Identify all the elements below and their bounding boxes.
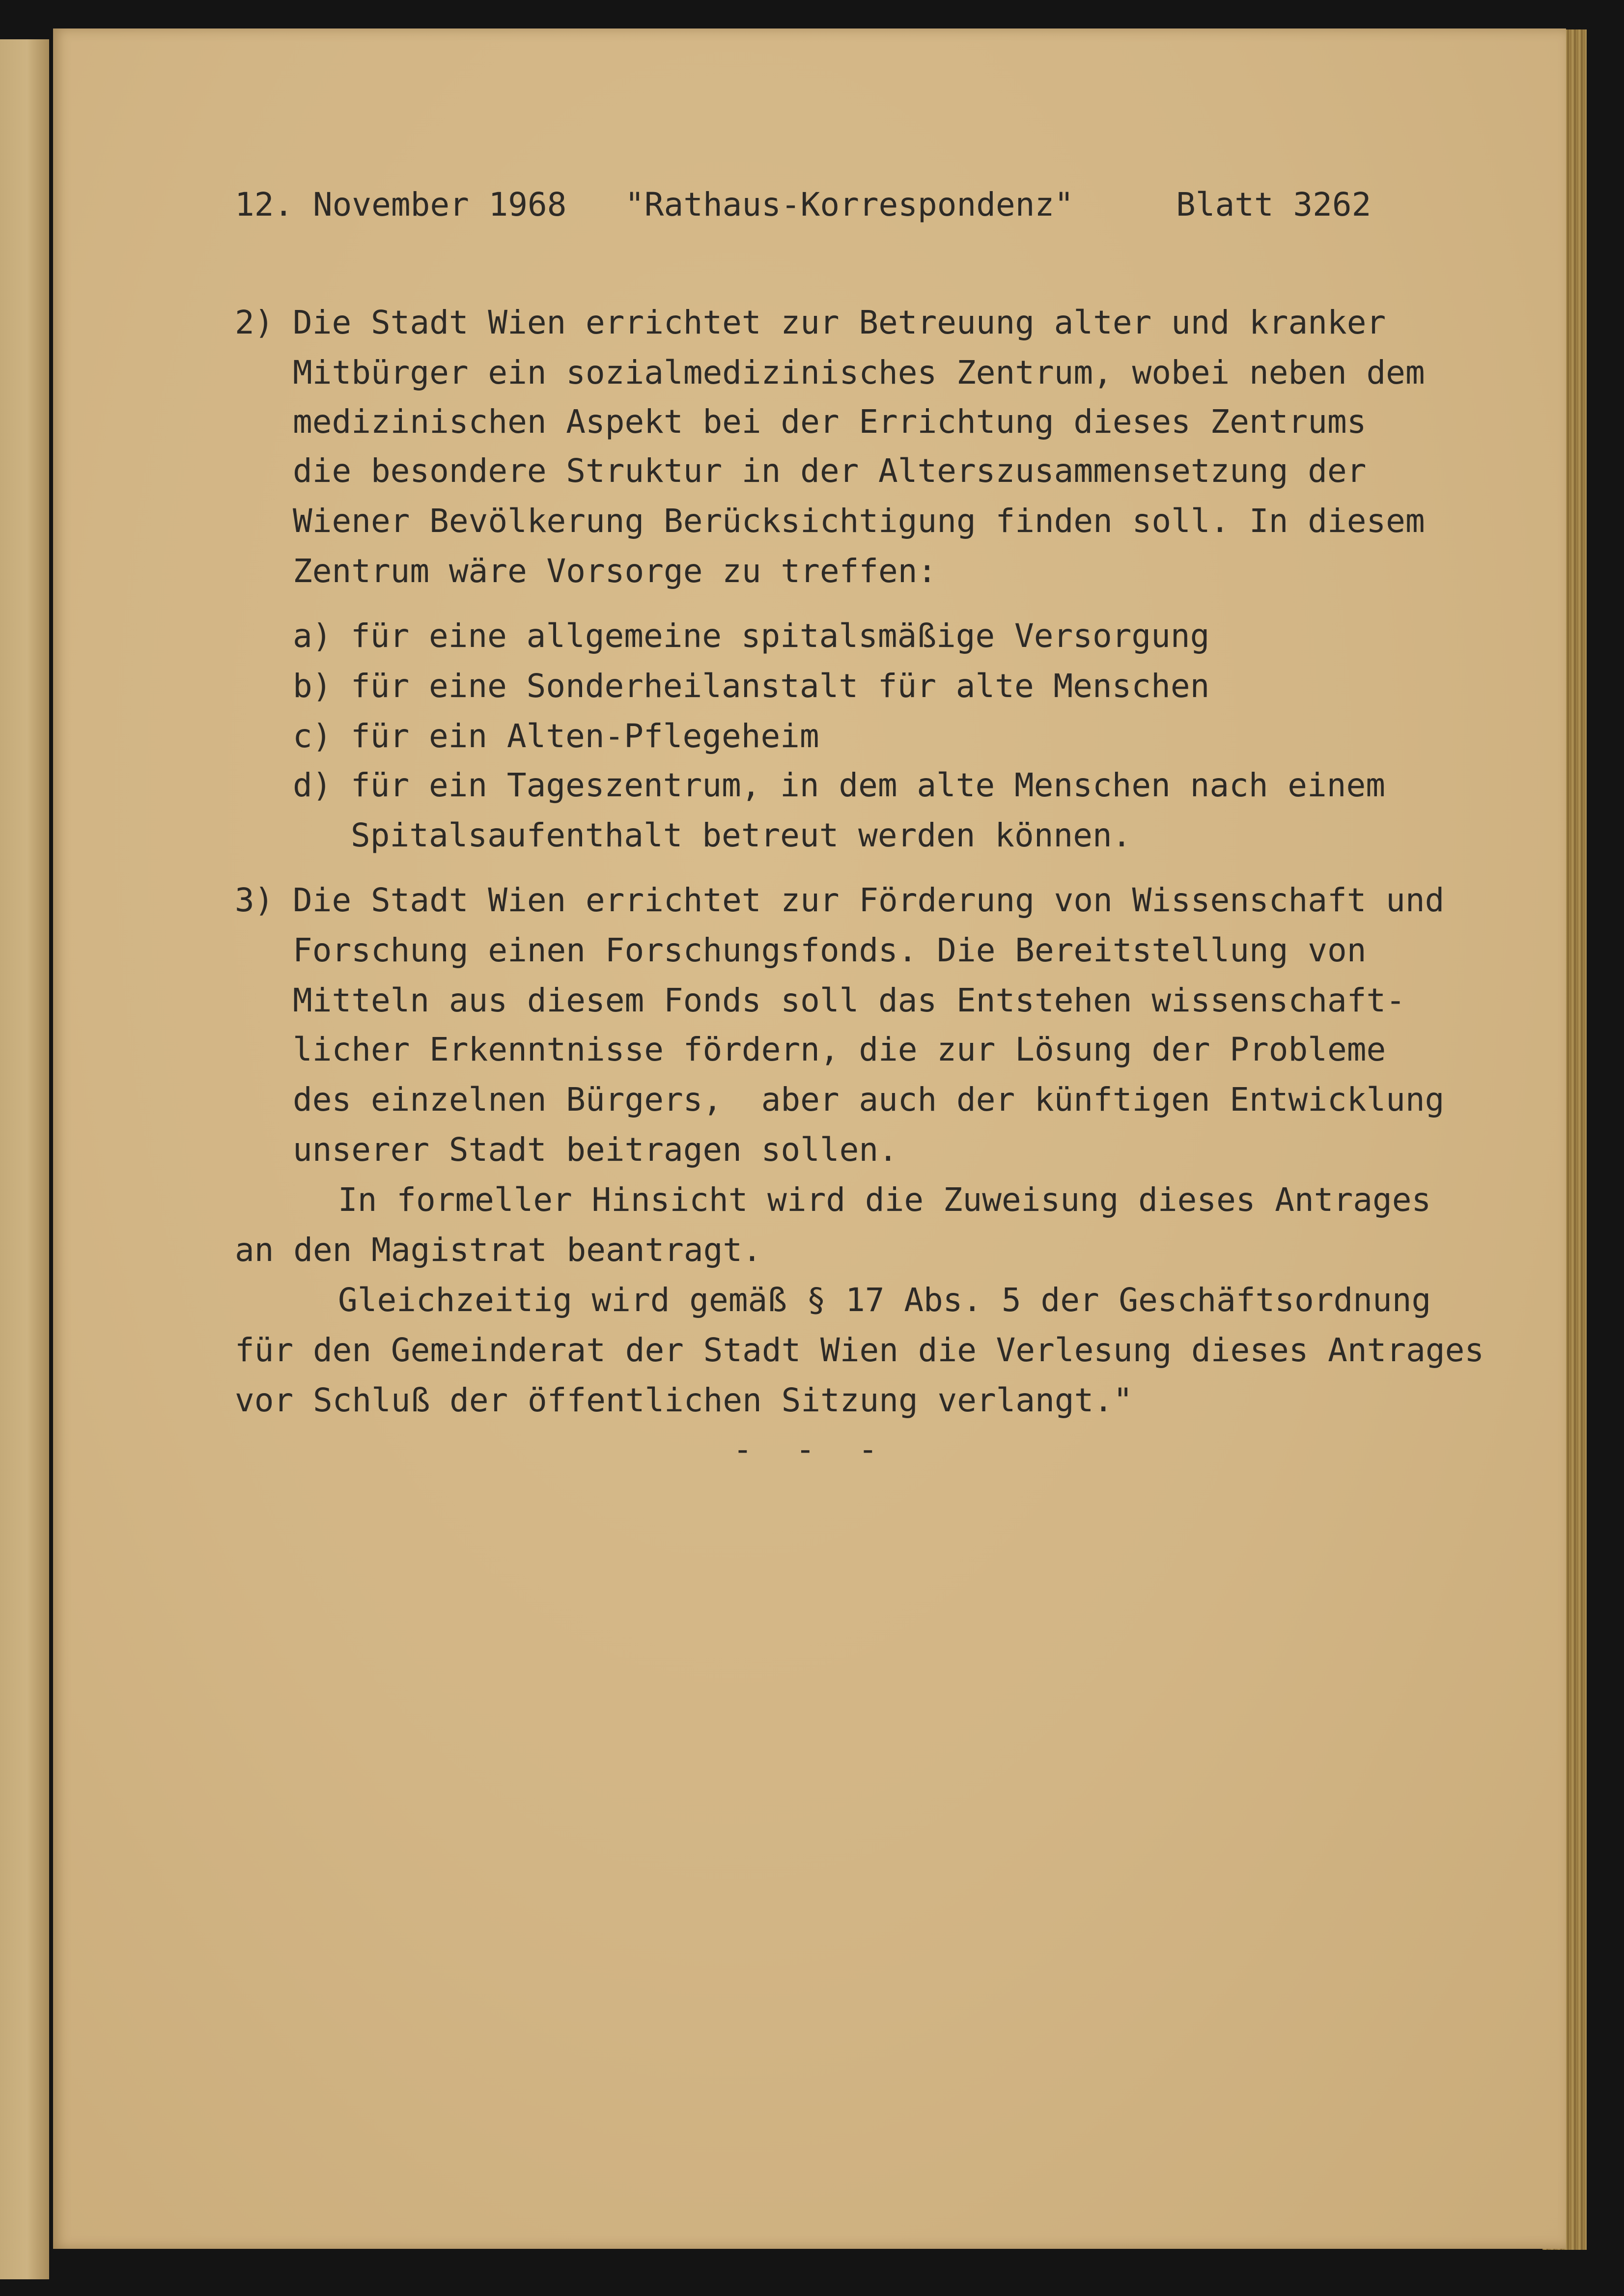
header-sheet-number: Blatt 3262 [1176,186,1372,224]
item2-line: Wiener Bevölkerung Berücksichtigung finden soll. In diesem [293,502,1425,540]
subitem-text: für eine allgemeine spitalsmäßige Versorgung [351,617,1210,655]
item-number: 2) [235,304,274,341]
item3-line: Die Stadt Wien errichtet zur Förderung von Wissenschaft und [293,881,1445,919]
document-page [53,28,1566,2249]
item3-line: unserer Stadt beitragen sollen. [293,1131,898,1169]
item-number: 3) [235,881,274,919]
item2-line: medizinischen Aspekt bei der Errichtung dieses Zentrums [293,403,1367,441]
subitem-letter: b) [293,667,332,705]
item2-line: Zentrum wäre Vorsorge zu treffen: [293,552,937,590]
header-publication: "Rathaus-Korrespondenz" [625,186,1074,224]
subitem-text: für ein Tageszentrum, in dem alte Menschen nach einem [351,766,1385,804]
header-date: 12. November 1968 [235,186,567,224]
item3-line: Mitteln aus diesem Fonds soll das Entstehen wissenschaft- [293,981,1405,1019]
subitem-continuation: Spitalsaufenthalt betreut werden können. [351,816,1132,854]
reading-request-line: Gleichzeitig wird gemäß § 17 Abs. 5 der Geschäftsordnung [338,1281,1431,1319]
item3-line: des einzelnen Bürgers, aber auch der künftigen Entwicklung [293,1081,1445,1119]
formal-paragraph-line: an den Magistrat beantragt. [235,1231,762,1269]
reading-request-line: für den Gemeinderat der Stadt Wien die Verlesung dieses Antrages [235,1331,1484,1369]
subitem-letter: c) [293,717,332,755]
end-of-text-mark: - - - [733,1430,890,1468]
subitem-text: für eine Sonderheilanstalt für alte Menschen [351,667,1210,705]
item2-line: Mitbürger ein sozialmedizinisches Zentrum, wobei neben dem [293,354,1425,392]
item2-line: die besondere Struktur in der Alterszusammensetzung der [293,452,1367,490]
reading-request-line: vor Schluß der öffentlichen Sitzung verlangt." [235,1381,1133,1419]
item2-line: Die Stadt Wien errichtet zur Betreuung alter und kranker [293,304,1386,341]
subitem-letter: a) [293,617,332,655]
previous-page-edge [0,39,49,2279]
item3-line: Forschung einen Forschungsfonds. Die Bereitstellung von [293,931,1367,969]
subitem-letter: d) [293,766,332,804]
formal-paragraph-line: In formeller Hinsicht wird die Zuweisung dieses Antrages [338,1181,1431,1219]
item3-line: licher Erkenntnisse fördern, die zur Lösung der Probleme [293,1031,1386,1068]
subitem-text: für ein Alten-Pflegeheim [351,717,819,755]
